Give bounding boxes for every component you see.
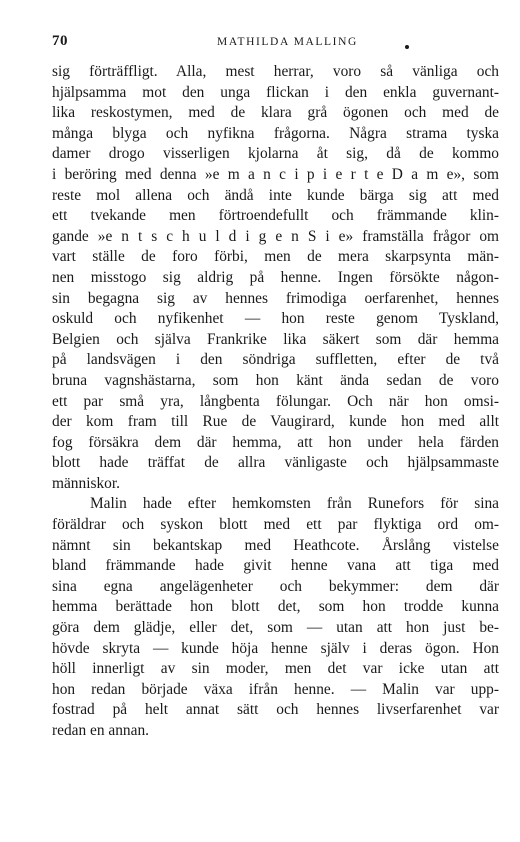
text-line: i beröring med denna »e m a n c i p i e r t e D a m e», som: [52, 165, 499, 183]
text-line: ett par små yra, långbenta fölungar. Och när hon omsi-: [52, 392, 499, 410]
paragraph-1: [52, 62, 499, 494]
text-line: fog försäkra dem där hemma, att hon under hela färden: [52, 433, 499, 451]
page-number: 70: [52, 33, 68, 49]
text-line: Malin hade efter hemkomsten från Runefors för sina: [90, 495, 499, 513]
body-text: [52, 62, 499, 742]
text-line: på landsvägen i den söndriga suffletten, efter de två: [52, 351, 499, 369]
text-line: människor.: [52, 474, 120, 492]
text-line: hjälpsamma mot den unga flickan i den enkla guvernant-: [52, 83, 499, 101]
text-line: hemma berättade hon blott det, som hon trodde kunna: [52, 598, 499, 616]
text-line: lika reskostymen, med de klara grå ögonen och med de: [52, 104, 499, 122]
text-line: sin begagna sig av hennes frimodiga oerfarenhet, hennes: [52, 289, 499, 307]
text-line: fostrad på helt annat sätt och hennes livserfarenhet var: [52, 701, 499, 719]
text-line: bland främmande hade givit henne vana att tiga med: [52, 557, 499, 575]
running-head: [52, 33, 490, 53]
text-line: många blyga och nyfikna frågorna. Några strama tyska: [52, 124, 499, 142]
text-line: sig förträffligt. Alla, mest herrar, voro så vänliga och: [52, 63, 499, 80]
text-line: damer drogo visserligen kjolarna åt sig, då de kommo: [52, 145, 499, 163]
text-line: göra dem glädje, eller det, som — utan att hon just be-: [52, 619, 499, 637]
text-line: bruna vagnshästarna, som hon känt ända sedan de voro: [52, 371, 499, 389]
text-line: blott hade träffat de allra vänligaste och hjälpsammaste: [52, 454, 499, 472]
text-line: hövde skryta — kunde höja henne själv i deras ögon. Hon: [52, 639, 499, 657]
text-line: der kom fram till Rue de Vaugirard, kunde hon med allt: [52, 413, 499, 431]
text-line: oskuld och nyfikenhet — hon reste genom Tyskland,: [52, 310, 499, 328]
text-line: sina egna angelägenheter och bekymmer: dem där: [52, 577, 499, 595]
print-mark: [405, 45, 409, 49]
text-line: Belgien och själva Frankrike lika säkert som där hemma: [52, 330, 499, 348]
text-line: gande »e n t s c h u l d i g e n S i e» framställa frågor om: [52, 227, 499, 245]
text-line: hon redan började växa ifrån henne. — Malin var upp-: [52, 680, 499, 698]
text-line: nämnt sin bekantskap med Heathcote. Årslång vistelse: [52, 536, 499, 554]
paragraph-2: [52, 494, 499, 741]
running-title: MATHILDA MALLING: [217, 36, 358, 48]
text-line: föräldrar och syskon blott med ett par flyktiga ord om-: [52, 516, 499, 534]
text-line: redan en annan.: [52, 722, 149, 739]
text-line: vart ställe de foro förbi, men de mera skarpsynta män-: [52, 248, 499, 266]
text-line: reste mol allena och ändå inte kunde bärga sig att med: [52, 186, 499, 204]
text-line: ett tvekande men förtroendefullt och främmande klin-: [52, 207, 499, 225]
text-line: nen misstogo sig aldrig på henne. Ingen försökte någon-: [52, 268, 499, 286]
text-line: höll innerligt av sin moder, men det var icke utan att: [52, 660, 499, 678]
